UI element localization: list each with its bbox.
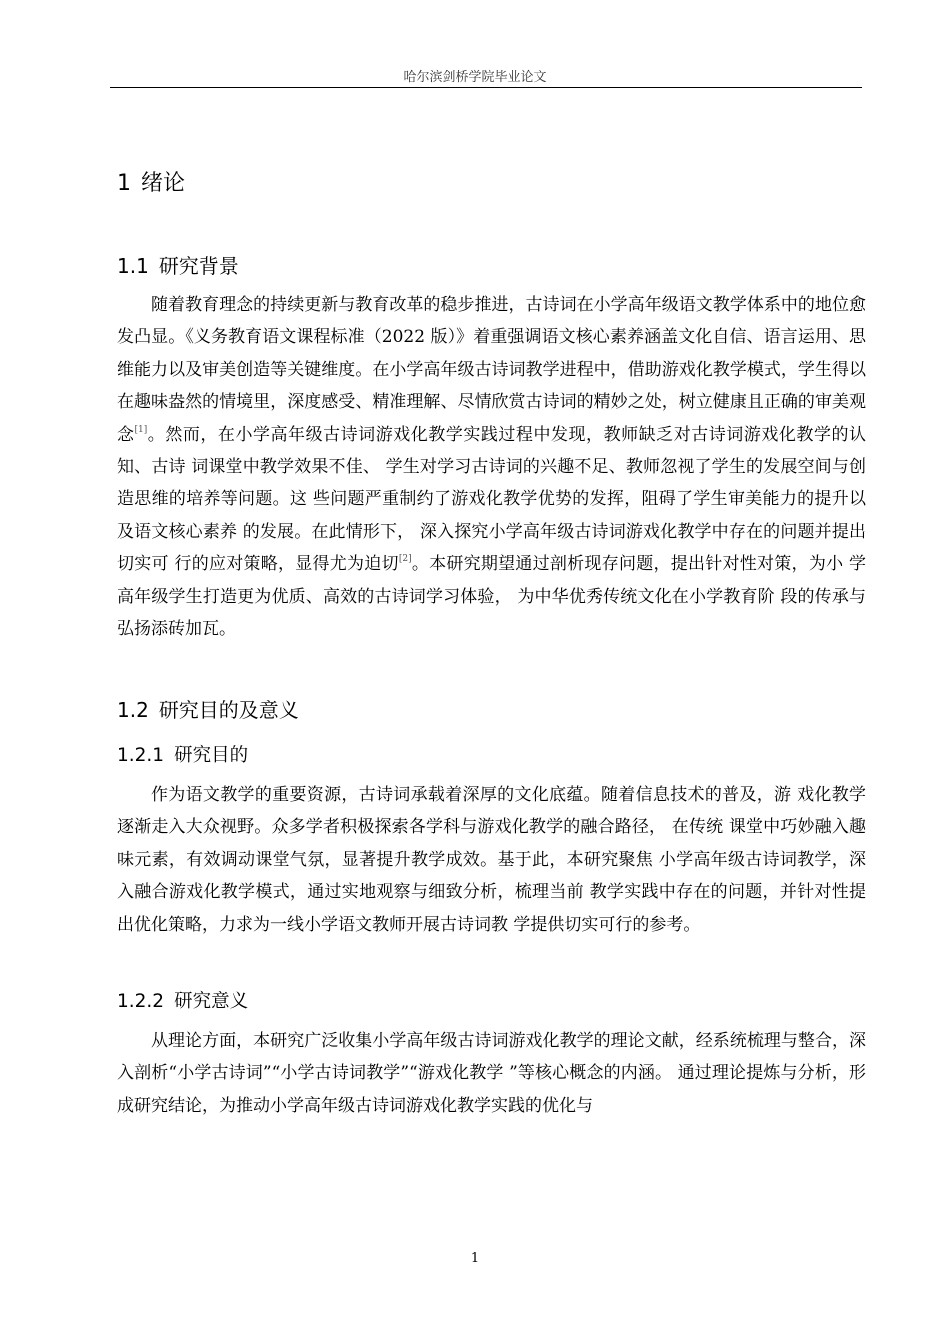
subsection-title: 研究意义: [174, 991, 249, 1012]
research-background-paragraph: [117, 289, 866, 645]
research-purpose-paragraph: 作为语文教学的重要资源，古诗词承载着深厚的文化底蕴。随着信息技术的普及，游 戏化教学逐渐走入大众视野。众多学者积极探索各学科与游戏化教学的融合路径， 在传统 课堂中巧妙融入趣味元素，有效调动课堂气氛，显著提升教学成效。基于此，本研究聚焦 小学高年级古诗词教学，深入融合游戏化教学模式，通过实地观察与细致分析，梳理当前 教学实践中存在的问题，并针对性提出优化策略，力求为一线小学语文教师开展古诗词教 学提供切实可行的参考。: [117, 785, 866, 935]
paragraph-text: 。然而，在小学高年级古诗词游戏化教学实践过程中发现，教师缺乏对古诗词游戏化教学的认知、古诗 词课堂中教学效果不佳、 学生对学习古诗词的兴趣不足、教师忽视了学生的发展空间与创造思维的培养等问题。这 些问题严重制约了游戏化教学优势的发挥，阻碍了学生审美能力的提升以及语文核心素养 的发展。在此情形下， 深入探究小学高年级古诗词游戏化教学中存在的问题并提出切实可 行的应对策略，显得尤为迫切: [117, 424, 866, 575]
paragraph-text: 随着教育理念的持续更新与教育改革的稳步推进，古诗词在小学高年级语文教学体系中的地位愈发凸显。《义务教育语文课程标准（2022 版）》着重强调语文核心素养涵盖文化自信、语言运用、思维能力以及审美创造等关键维度。在小学高年级古诗词教学进程中，借助游戏化教学模式，学生得以在趣味盎然的情境里，深度感受、精准理解、尽情欣赏古诗词的精妙之处，树立健康且正确的审美观念: [117, 295, 866, 445]
research-significance-paragraph: 从理论方面，本研究广泛收集小学高年级古诗词游戏化教学的理论文献，经系统梳理与整合，深入剖析“小学古诗词”“小学古诗词教学”“游戏化教学 ”等核心概念的内涵。 通过理论提炼与分析，形成研究结论，为推动小学高年级古诗词游戏化教学实践的优化与: [117, 1031, 866, 1116]
subsection-heading-1-2-2: [117, 987, 248, 1013]
section-number: 1.2: [117, 698, 149, 722]
subsection-title: 研究目的: [174, 745, 249, 766]
chapter-title: 绪论: [141, 171, 186, 196]
section-heading-1-1: [117, 250, 239, 279]
section-heading-1-2: [117, 694, 299, 723]
section-title: 研究背景: [158, 254, 239, 278]
section-number: 1.1: [117, 254, 149, 278]
header-divider: [110, 87, 862, 88]
subsection-number: 1.2.1: [117, 745, 165, 766]
subsection-number: 1.2.2: [117, 991, 165, 1012]
page-header-title: 哈尔滨剑桥学院毕业论文: [403, 70, 547, 85]
page-number: 1: [470, 1251, 480, 1266]
citation-1: [1]: [134, 424, 148, 435]
chapter-number: 1: [117, 171, 131, 196]
paragraph-text: 。本研究期望通过剖析现存问题，提出针对性对策，为小 学高年级学生打造更为优质、高效的古诗词学习体验， 为中华优秀传统文化在小学教育阶 段的传承与弘扬添砖加瓦。: [117, 554, 866, 640]
subsection-heading-1-2-1: [117, 741, 248, 767]
citation-2: [2]: [398, 554, 412, 565]
chapter-heading: [117, 166, 185, 197]
section-title: 研究目的及意义: [158, 698, 299, 722]
